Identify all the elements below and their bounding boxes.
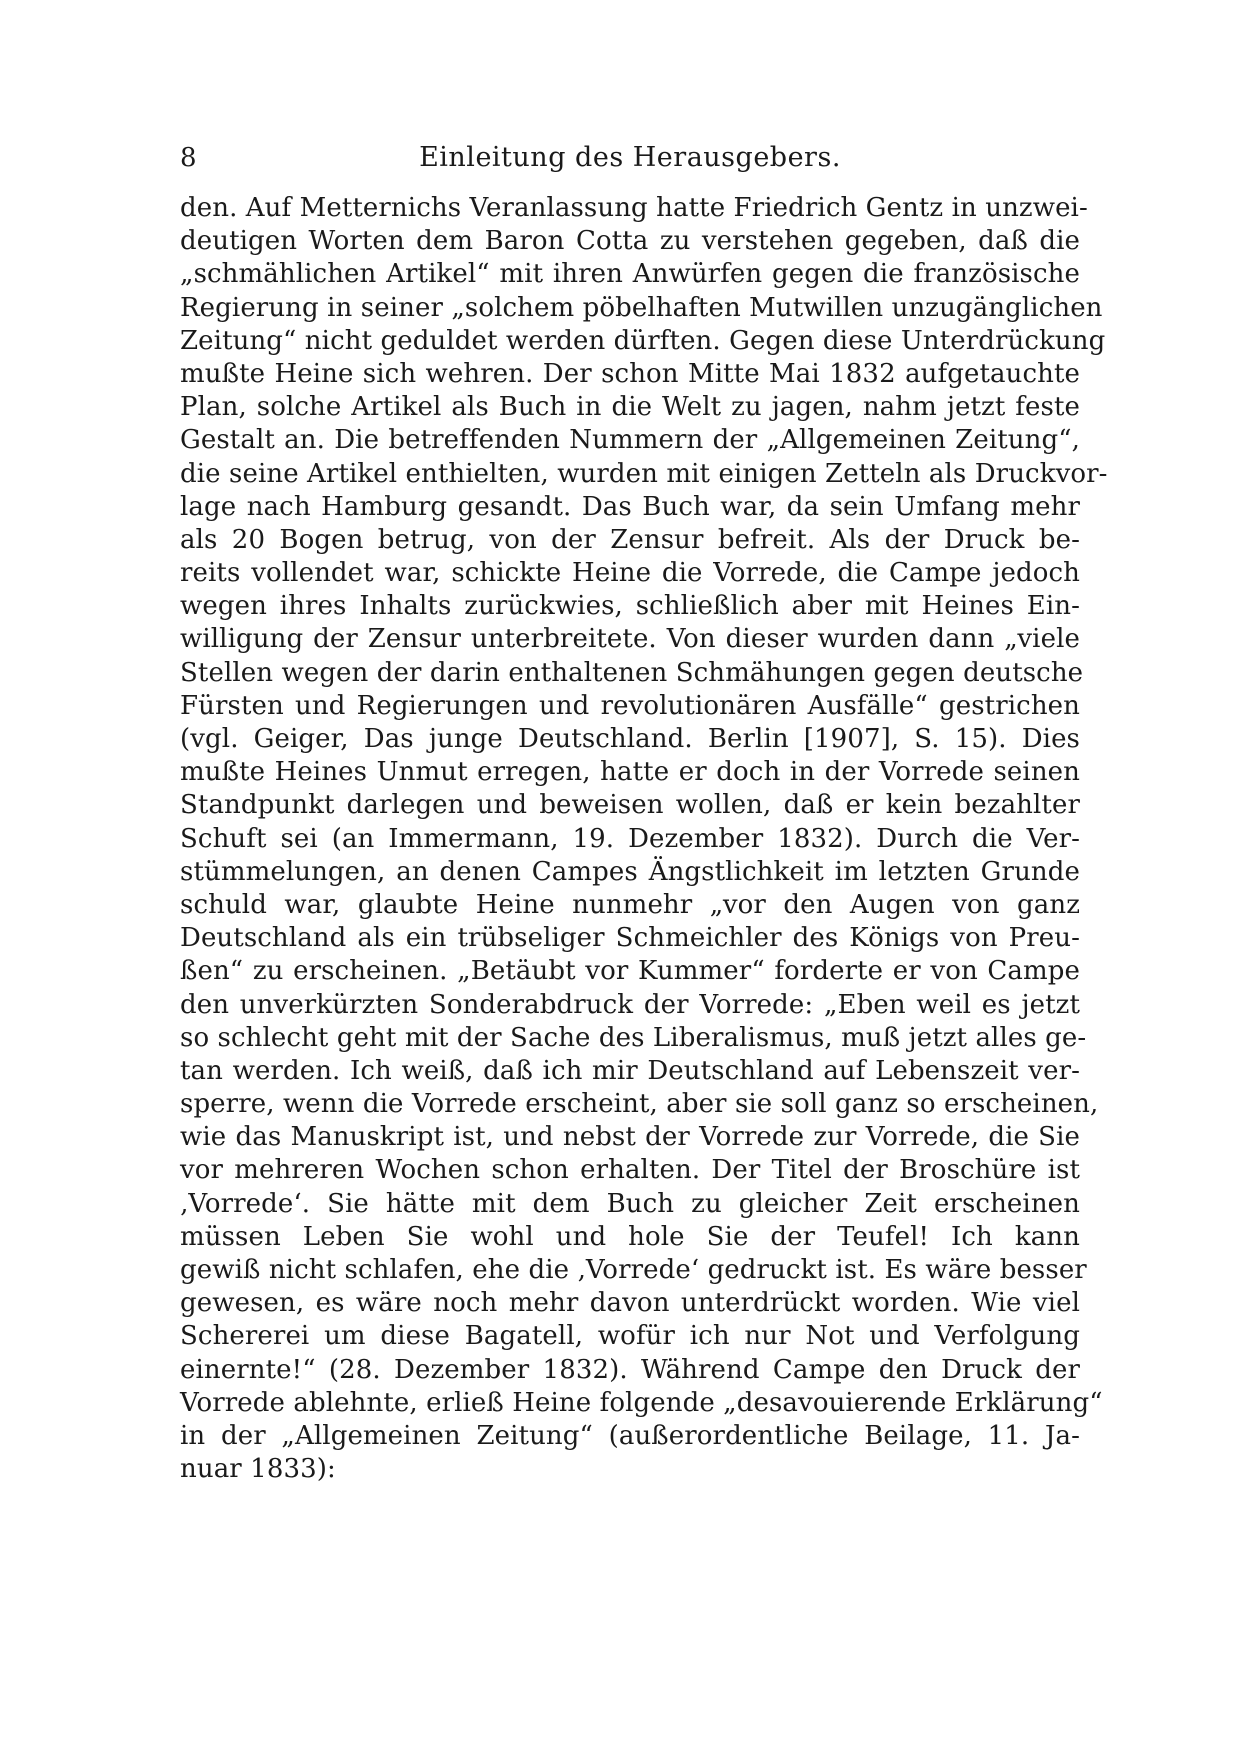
text-line: willigung der Zensur unterbreitete. Von dieser wurden dann „viele — [180, 624, 1080, 655]
text-line: Stellen wegen der darin enthaltenen Schmähungen gegen deutsche — [180, 657, 1084, 688]
text-line: gewiß nicht schlafen, ehe die ‚Vorrede‘ gedruckt ist. Es wäre besser — [180, 1255, 1087, 1285]
text-line: in der „Allgemeinen Zeitung“ (außerordentliche Beilage, 11. Ja- — [180, 1420, 1080, 1451]
text-line: gewesen, es wäre noch mehr davon unterdrückt worden. Wie viel — [180, 1288, 1080, 1319]
text-line: deutigen Worten dem Baron Cotta zu verstehen gegeben, daß die — [180, 226, 1080, 257]
text-line: Fürsten und Regierungen und revolutionären Ausfälle“ gestrichen — [180, 690, 1080, 721]
text-line: sperre, wenn die Vorrede erscheint, aber sie soll ganz so erscheinen, — [180, 1089, 1099, 1120]
text-line: Gestalt an. Die betreffenden Nummern der „Allgemeinen Zeitung“, — [180, 425, 1080, 456]
text-line: reits vollendet war, schickte Heine die Vorrede, die Campe jedoch — [180, 558, 1080, 589]
text-line: müssen Leben Sie wohl und hole Sie der Teufel! Ich kann — [180, 1221, 1080, 1252]
text-line: Schererei um diese Bagatell, wofür ich nur Not und Verfolgung — [180, 1321, 1080, 1352]
text-line: tan werden. Ich weiß, daß ich mir Deutschland auf Lebenszeit ver- — [180, 1055, 1080, 1086]
text-line: Deutschland als ein trübseliger Schmeichler des Königs von Preu- — [180, 923, 1080, 954]
text-line: so schlecht geht mit der Sache des Liberalismus, muß jetzt alles ge- — [180, 1022, 1087, 1053]
text-line: wegen ihres Inhalts zurückwies, schließlich aber mit Heines Ein- — [180, 591, 1080, 622]
text-line: Schuft sei (an Immermann, 19. Dezember 1832). Durch die Ver- — [180, 823, 1080, 854]
text-line: Vorrede ablehnte, erließ Heine folgende „desavouierende Erklärung“ — [180, 1387, 1103, 1418]
text-line: stümmelungen, an denen Campes Ängstlichkeit im letzten Grunde — [180, 856, 1080, 887]
text-line: nuar 1833): — [180, 1454, 336, 1485]
text-line: Zeitung“ nicht geduldet werden dürften. Gegen diese Unterdrückung — [180, 325, 1106, 356]
body-text — [180, 192, 1108, 1486]
page-number: 8 — [180, 143, 197, 173]
running-title: Einleitung des Herausgebers. — [419, 142, 841, 173]
text-line: Standpunkt darlegen und beweisen wollen, daß er kein bezahlter — [180, 790, 1080, 821]
page-header — [180, 138, 1080, 178]
text-line: schuld war, glaubte Heine nunmehr „vor den Augen von ganz — [180, 889, 1080, 920]
text-line: Plan, solche Artikel als Buch in die Welt zu jagen, nahm jetzt feste — [180, 392, 1080, 423]
text-line: „schmählichen Artikel“ mit ihren Anwürfen gegen die französische — [180, 259, 1080, 290]
text-line: ‚Vorrede‘. Sie hätte mit dem Buch zu gleicher Zeit erscheinen — [180, 1188, 1080, 1219]
text-line: mußte Heines Unmut erregen, hatte er doch in der Vorrede seinen — [180, 757, 1080, 788]
text-line: Regierung in seiner „solchem pöbelhaften Mutwillen unzugänglichen — [180, 292, 1103, 323]
text-line: als 20 Bogen betrug, von der Zensur befreit. Als der Druck be- — [180, 524, 1080, 555]
text-line: (vgl. Geiger, Das junge Deutschland. Berlin [1907], S. 15). Dies — [180, 724, 1080, 754]
text-line: vor mehreren Wochen schon erhalten. Der Titel der Broschüre ist — [180, 1155, 1080, 1186]
text-line: den. Auf Metternichs Veranlassung hatte Friedrich Gentz in unzwei- — [180, 193, 1088, 223]
book-page — [180, 138, 1108, 1486]
text-line: ßen“ zu erscheinen. „Betäubt vor Kummer“ forderte er von Campe — [180, 956, 1080, 987]
text-line: wie das Manuskript ist, und nebst der Vorrede zur Vorrede, die Sie — [180, 1122, 1080, 1153]
text-line: die seine Artikel enthielten, wurden mit einigen Zetteln als Druckvor- — [180, 458, 1108, 489]
text-line: einernte!“ (28. Dezember 1832). Während Campe den Druck der — [180, 1354, 1080, 1385]
text-line: lage nach Hamburg gesandt. Das Buch war, da sein Umfang mehr — [180, 491, 1080, 522]
text-line: mußte Heine sich wehren. Der schon Mitte Mai 1832 aufgetauchte — [180, 358, 1080, 389]
text-line: den unverkürzten Sonderabdruck der Vorrede: „Eben weil es jetzt — [180, 989, 1080, 1020]
